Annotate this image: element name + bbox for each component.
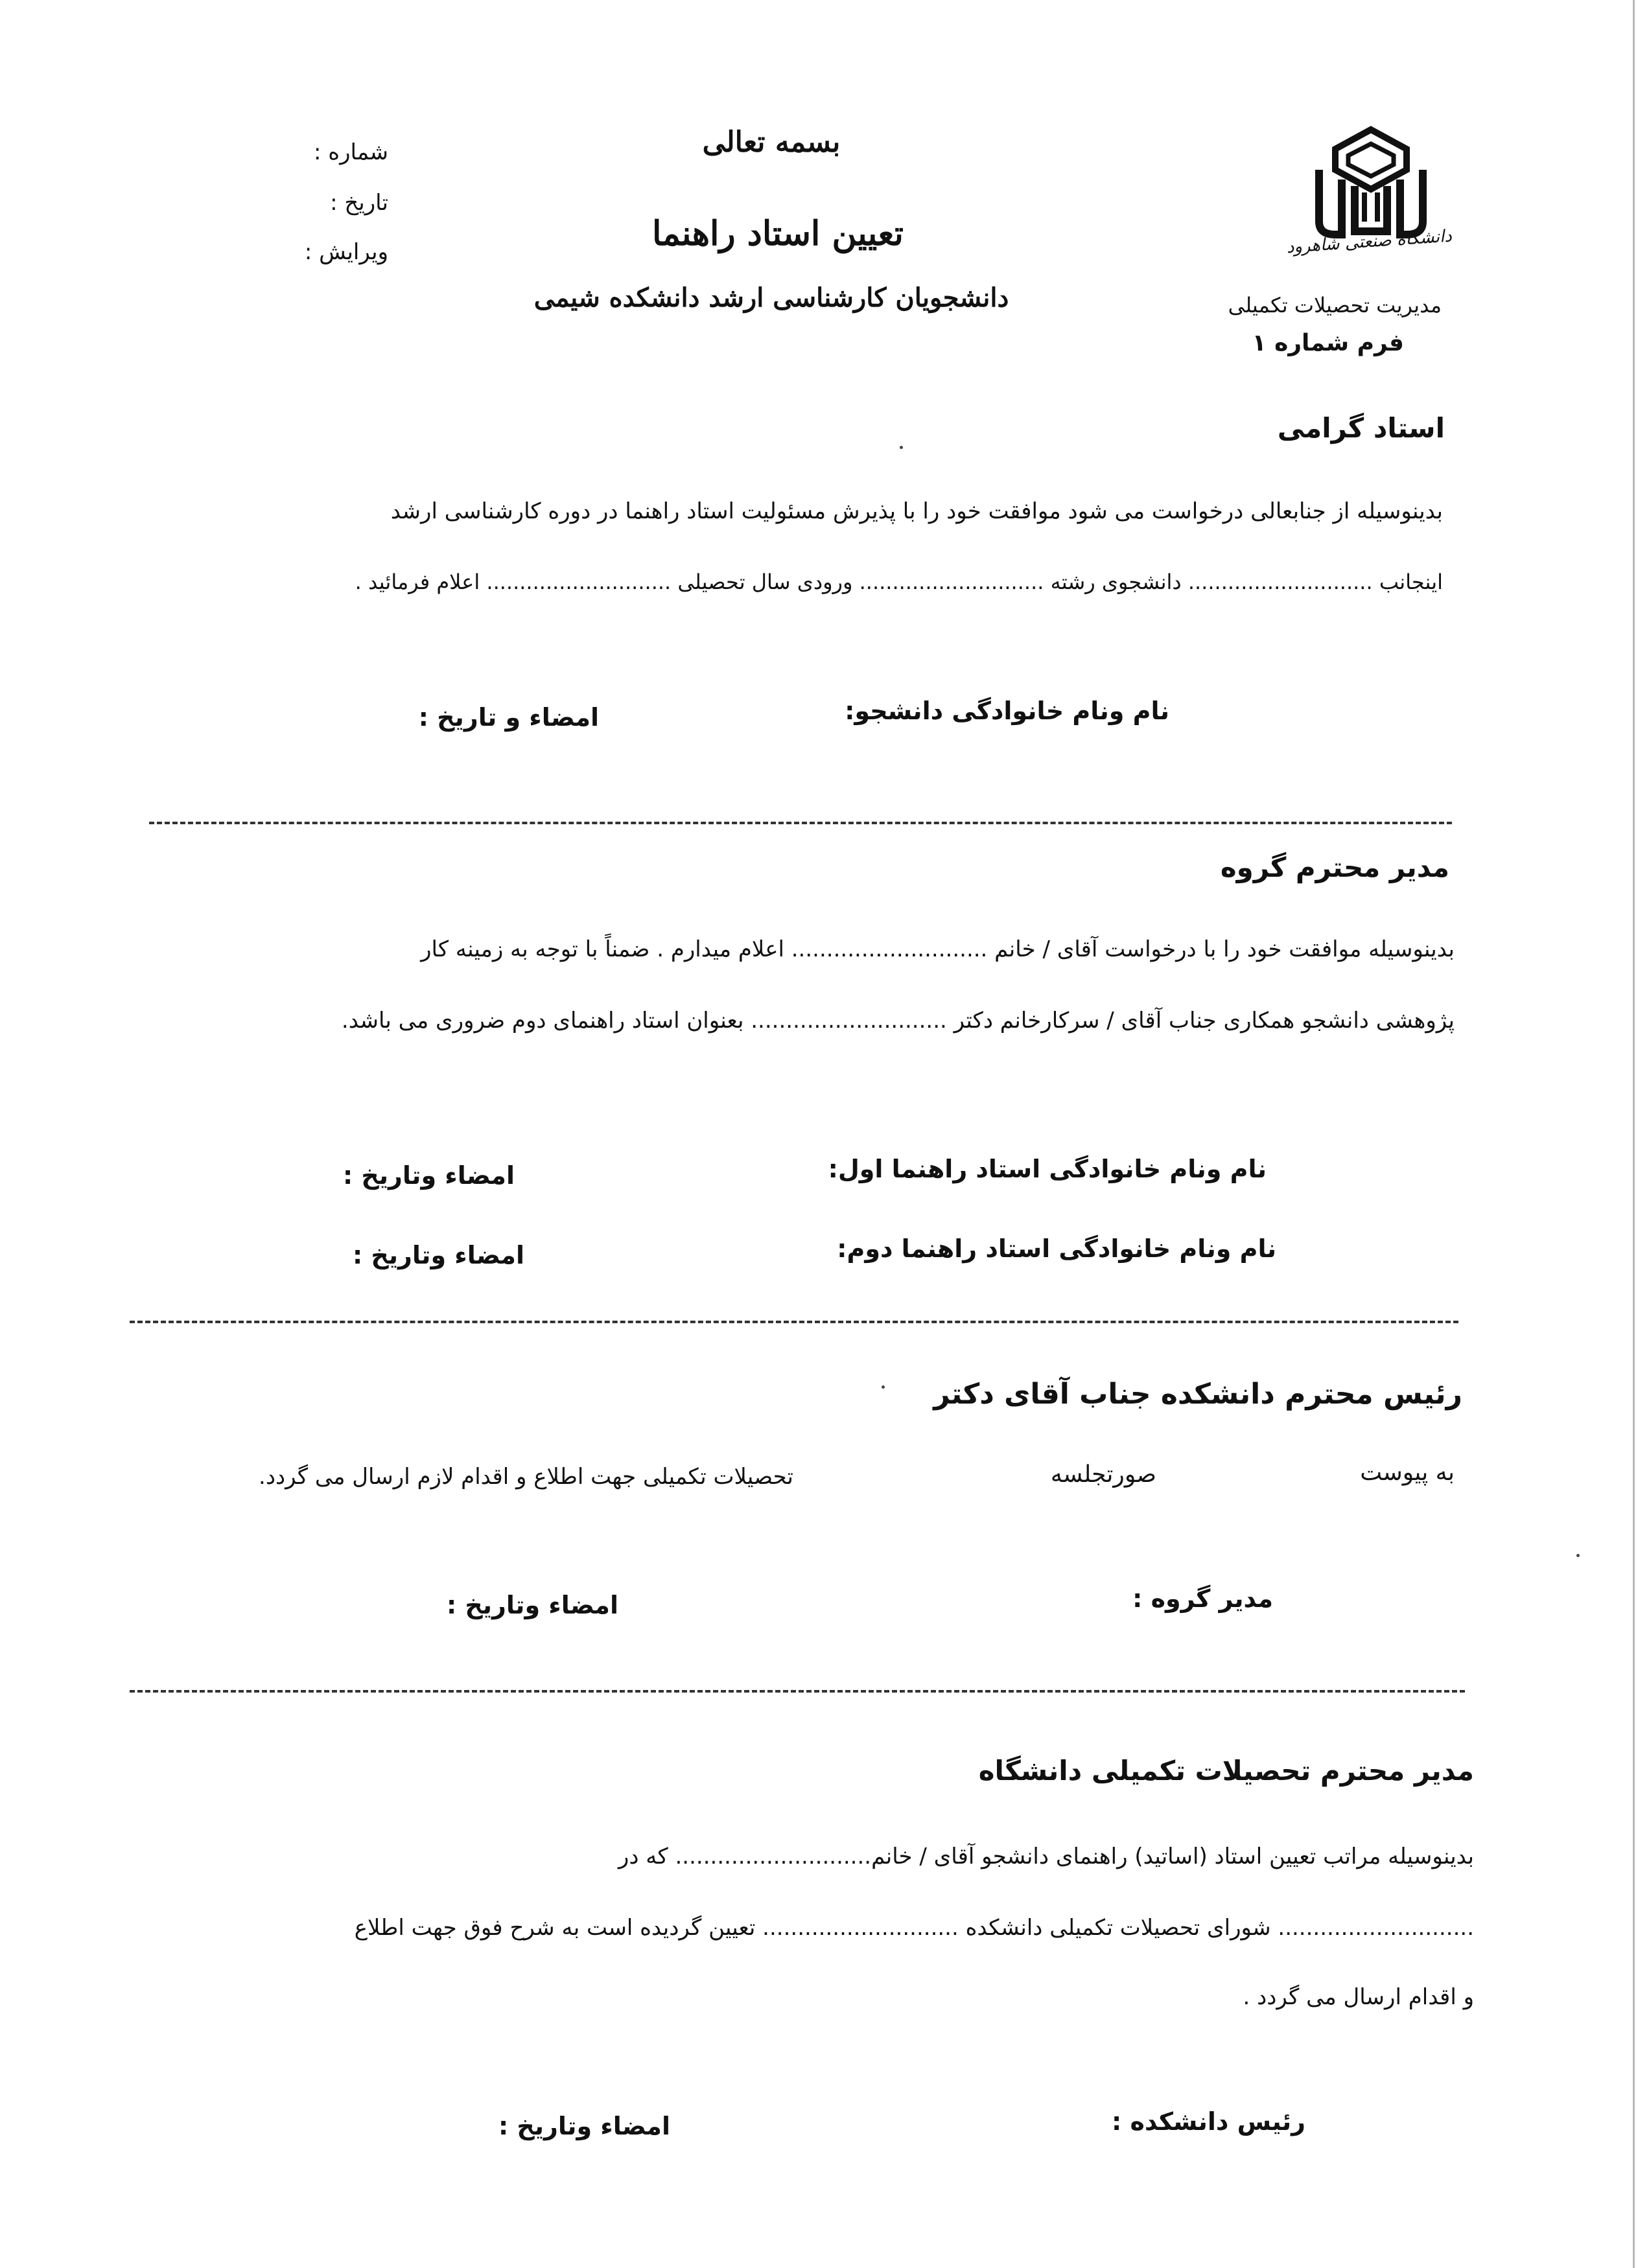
meta-date-label: تاریخ :	[330, 190, 388, 216]
dean-sign-label: امضاء وتاریخ :	[446, 1591, 618, 1619]
attachment-label: به پیوست	[1360, 1459, 1455, 1486]
group-approval-line-2: پژوهشی دانشجو همکاری جناب آقای / سرکارخانم دکتر ............................ بعنوان استاد راهنمای دوم ضروری می باشد.	[341, 1008, 1455, 1034]
logo-caption: دانشگاه صنعتی شاهرود	[1285, 226, 1453, 258]
university-line-2: ............................ شورای تحصیلات تکمیلی دانشکده ............................ تعیین گردیده است به شرح فوق جهت اطلاع	[354, 1915, 1474, 1941]
university-line-1: بدینوسیله مراتب تعیین استاد (اساتید) راهنمای دانشجو آقای / خانم............................ که در	[618, 1844, 1474, 1869]
page-subtitle: دانشجویان کارشناسی ارشد دانشکده شیمی	[533, 283, 1009, 313]
scan-speck	[1576, 1554, 1580, 1557]
graduate-office-label: مدیریت تحصیلات تکمیلی	[1228, 293, 1442, 318]
salutation-group-head: مدیر محترم گروه	[1220, 851, 1449, 883]
advisor-2-sign-label: امضاء وتاریخ :	[352, 1241, 524, 1269]
faculty-dean-label: رئیس دانشکده :	[1112, 2107, 1305, 2136]
dean-forward-text: تحصیلات تکمیلی جهت اطلاع و اقدام لازم ارسال می گردد.	[259, 1464, 793, 1490]
group-approval-line-1: بدینوسیله موافقت خود را با درخواست آقای / خانم ............................ اعلام میدارم . ضمناً با توجه به زمینه کار	[421, 936, 1455, 962]
student-name-label: نام ونام خانوادگی دانشجو:	[845, 697, 1169, 725]
university-line-3: و اقدام ارسال می گردد .	[1243, 1984, 1474, 2010]
advisor-1-name-label: نام ونام خانوادگی استاد راهنما اول:	[828, 1155, 1267, 1183]
salutation-university-office: مدیر محترم تحصیلات تکمیلی دانشگاه	[978, 1755, 1474, 1787]
scan-edge-line	[1633, 0, 1635, 2268]
scan-speck	[882, 1385, 885, 1389]
scan-speck	[900, 446, 903, 449]
page-title: تعیین استاد راهنما	[651, 214, 904, 253]
salutation-professor: استاد گرامی	[1277, 412, 1445, 444]
salutation-dean: رئیس محترم دانشکده جناب آقای دکتر	[933, 1378, 1462, 1411]
section-separator-1	[149, 822, 1452, 824]
student-request-line-1: بدینوسیله از جنابعالی درخواست می شود موافقت خود را با پذیرش مسئولیت استاد راهنما در دوره کارشناسی ارشد	[390, 498, 1443, 524]
section-separator-3	[130, 1690, 1465, 1693]
university-sign-label: امضاء وتاریخ :	[498, 2112, 670, 2140]
bismillah: بسمه تعالی	[702, 126, 841, 159]
section-separator-2	[130, 1321, 1458, 1323]
advisor-1-sign-label: امضاء وتاریخ :	[342, 1161, 515, 1190]
student-request-line-2: اینجانب ............................ دانشجوی رشته ............................ ورودی سال تحصیلی ............................ اعلام فرمائید .	[355, 570, 1443, 594]
group-head-label: مدیر گروه :	[1132, 1584, 1273, 1613]
student-sign-label: امضاء و تاریخ :	[418, 703, 599, 732]
meta-revision-label: ویرایش :	[304, 239, 388, 265]
form-number: فرم شماره ۱	[1252, 330, 1404, 356]
advisor-2-name-label: نام ونام خانوادگی استاد راهنما دوم:	[837, 1234, 1276, 1263]
meta-number-label: شماره :	[314, 139, 388, 165]
minutes-label: صورتجلسه	[1050, 1461, 1156, 1488]
